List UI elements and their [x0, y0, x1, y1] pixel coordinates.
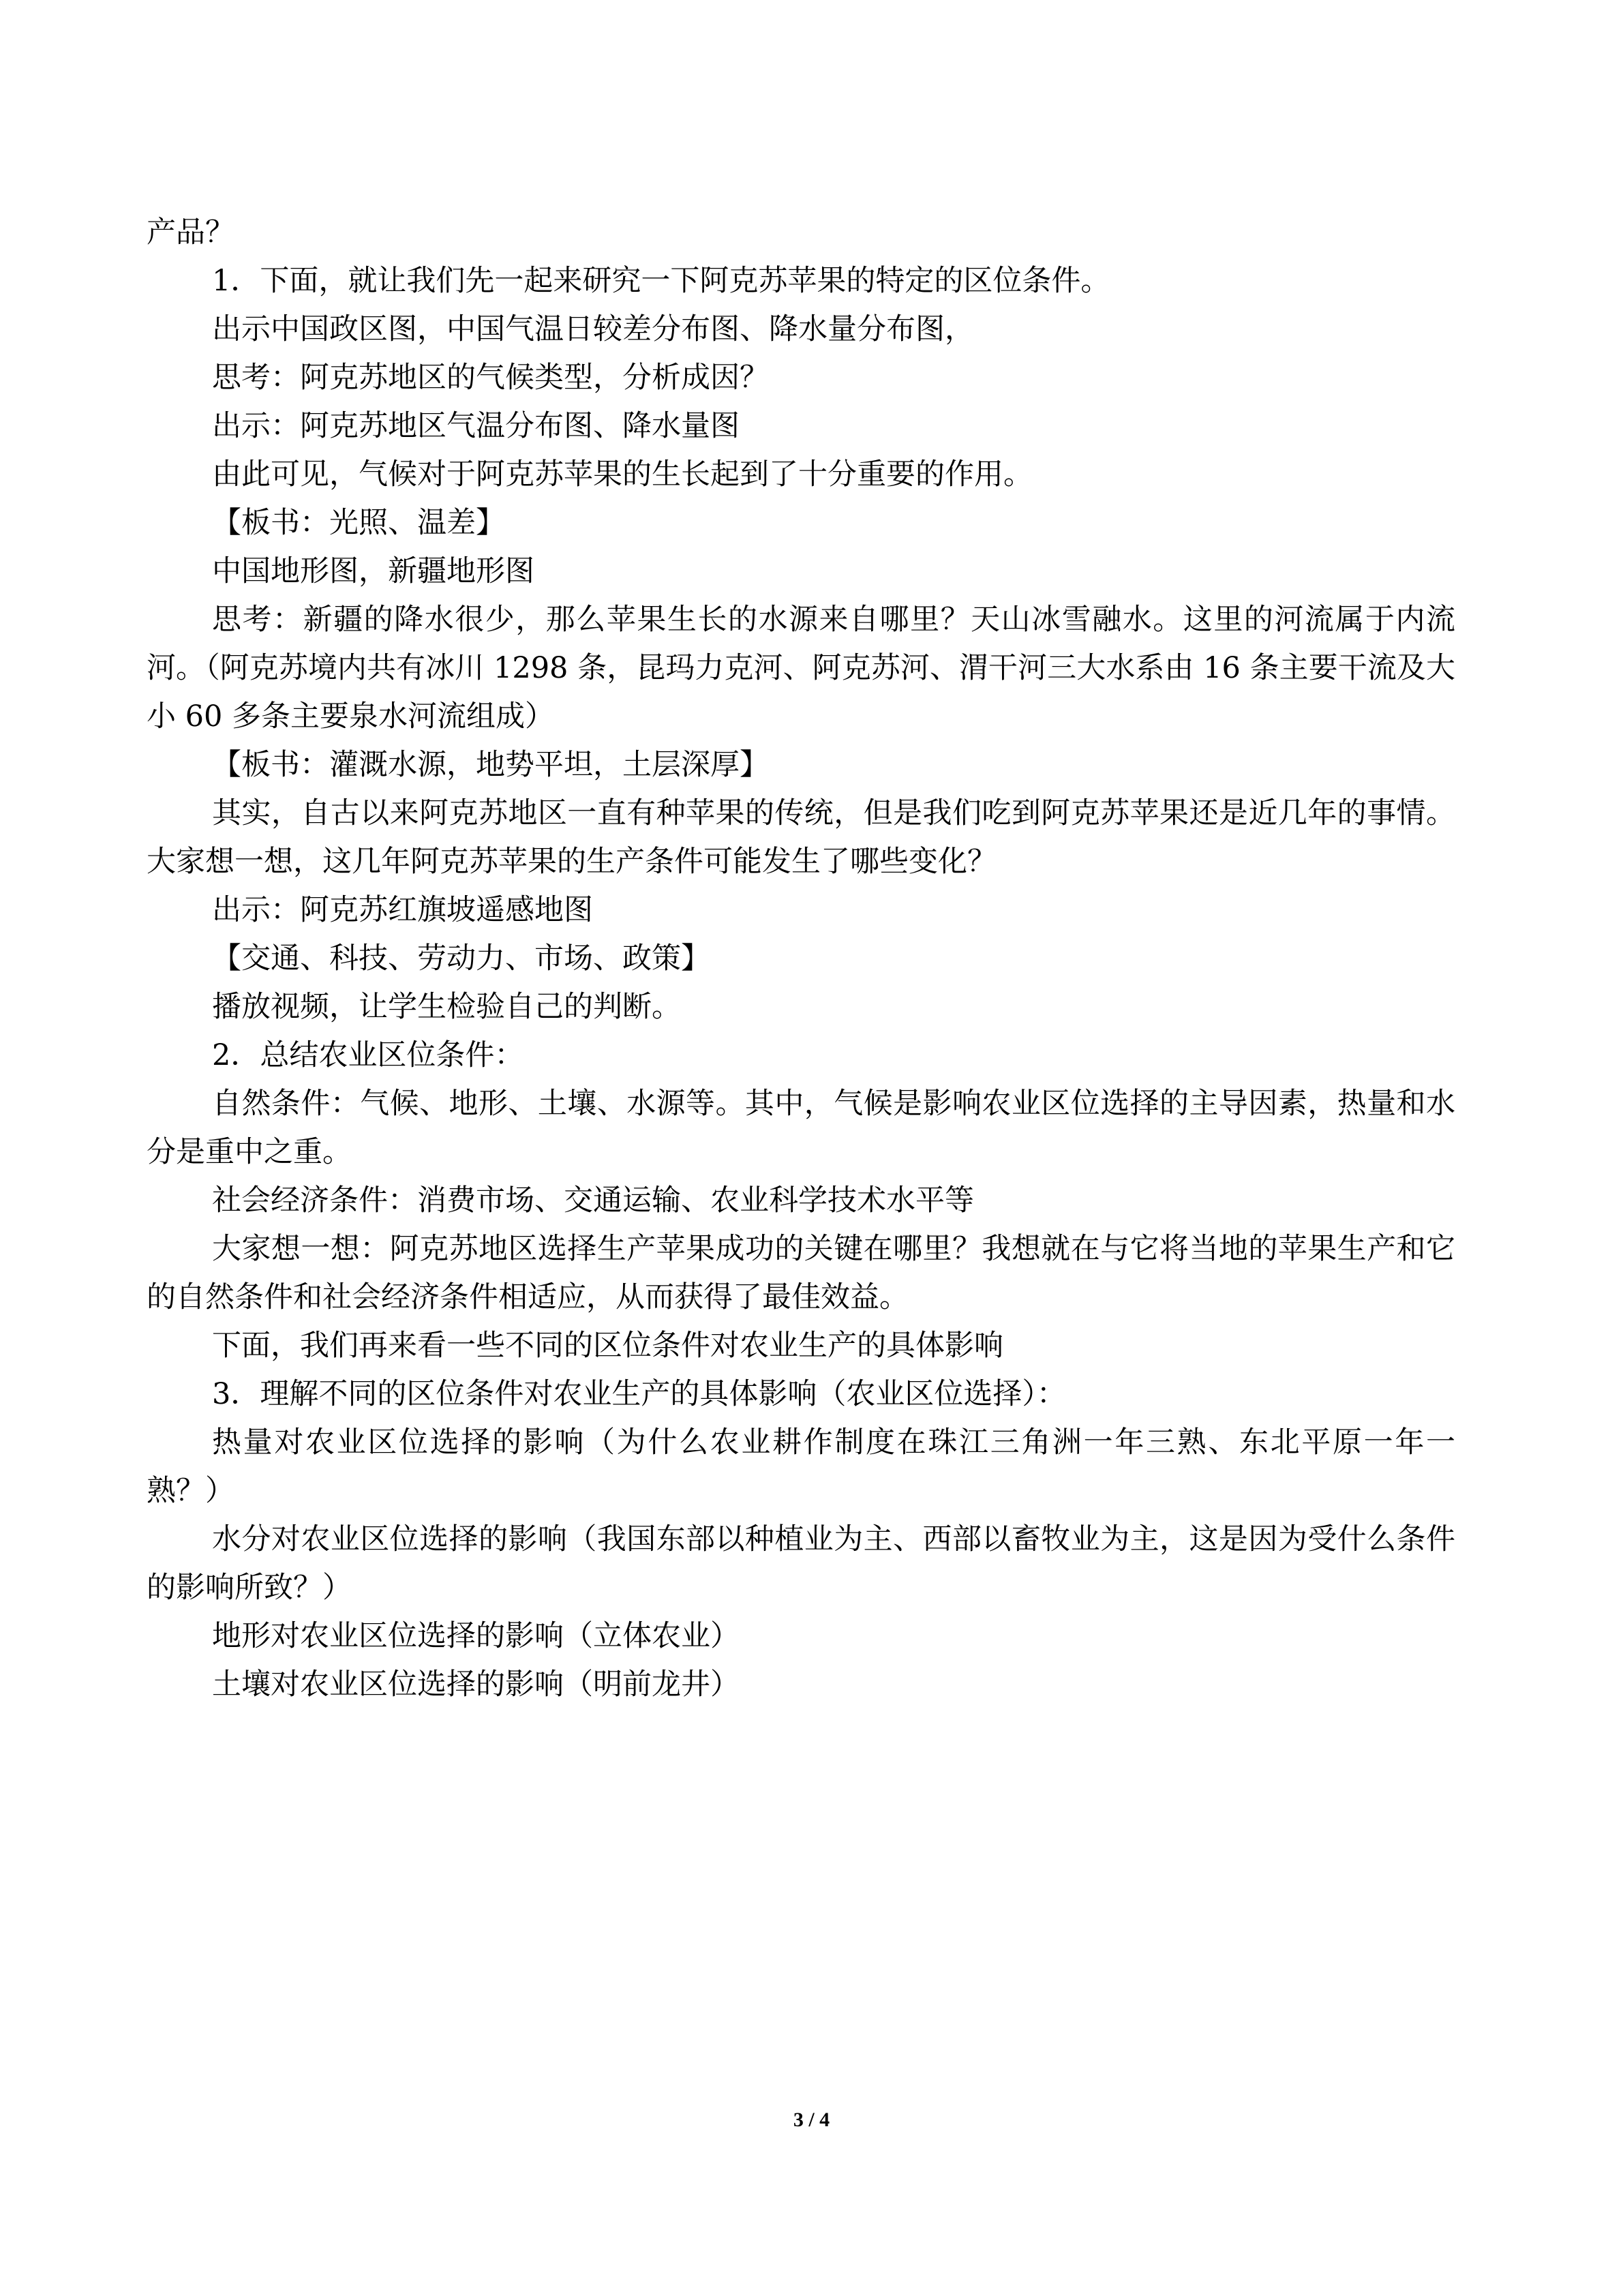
- paragraph-14: 播放视频，让学生检验自己的判断。: [212, 990, 681, 1024]
- paragraph-15: 2．总结农业区位条件：: [212, 1038, 524, 1072]
- paragraph-16: 自然条件：气候、地形、土壤、水源等。其中，气候是影响农业区位选择的主导因素，热量和水分是重中之重。: [147, 1087, 1455, 1169]
- paragraph-8: 中国地形图，新疆地形图: [212, 554, 534, 588]
- paragraph-17: 社会经济条件：消费市场、交通运输、农业科学技术水平等: [212, 1183, 974, 1218]
- paragraph-6: 由此可见，气候对于阿克苏苹果的生长起到了十分重要的作用。: [212, 457, 1033, 492]
- paragraph-9: 思考：新疆的降水很少，那么苹果生长的水源来自哪里？天山冰雪融水。这里的河流属于内流河。（阿克苏境内共有冰川 1298 条，昆玛力克河、阿克苏河、渭干河三大水系由 16 条主要干流及大小 60 多条主要泉水河流组成）: [147, 603, 1455, 734]
- paragraph-18: 大家想一想：阿克苏地区选择生产苹果成功的关键在哪里？我想就在与它将当地的苹果生产和它的自然条件和社会经济条件相适应，从而获得了最佳效益。: [147, 1232, 1455, 1314]
- paragraph-10: 【板书：灌溉水源，地势平坦，土层深厚】: [212, 748, 769, 782]
- page-number: 3 / 4: [793, 2109, 830, 2131]
- paragraph-21: 热量对农业区位选择的影响（为什么农业耕作制度在珠江三角洲一年三熟、东北平原一年一熟？）: [147, 1425, 1455, 1508]
- paragraph-1: 产品？: [147, 215, 234, 250]
- paragraph-3: 出示中国政区图，中国气温日较差分布图、降水量分布图，: [212, 312, 974, 346]
- paragraph-12: 出示：阿克苏红旗坡遥感地图: [212, 893, 593, 927]
- paragraph-2: 1．下面，就让我们先一起来研究一下阿克苏苹果的特定的区位条件。: [212, 264, 1110, 298]
- paragraph-13: 【交通、科技、劳动力、市场、政策】: [212, 941, 710, 976]
- paragraph-7: 【板书：光照、温差】: [212, 506, 505, 540]
- paragraph-19: 下面，我们再来看一些不同的区位条件对农业生产的具体影响: [212, 1329, 1003, 1363]
- paragraph-20: 3．理解不同的区位条件对农业生产的具体影响（农业区位选择）：: [212, 1377, 1066, 1411]
- paragraph-24: 土壤对农业区位选择的影响（明前龙井）: [212, 1667, 740, 1702]
- paragraph-22: 水分对农业区位选择的影响（我国东部以种植业为主、西部以畜牧业为主，这是因为受什么条件的影响所致？）: [147, 1522, 1455, 1605]
- paragraph-11: 其实，自古以来阿克苏地区一直有种苹果的传统，但是我们吃到阿克苏苹果还是近几年的事情。大家想一想，这几年阿克苏苹果的生产条件可能发生了哪些变化？: [147, 796, 1455, 879]
- paragraph-5: 出示：阿克苏地区气温分布图、降水量图: [212, 409, 740, 443]
- document-body: [147, 209, 1455, 1709]
- paragraph-4: 思考：阿克苏地区的气候类型，分析成因？: [212, 361, 769, 395]
- paragraph-23: 地形对农业区位选择的影响（立体农业）: [212, 1619, 740, 1653]
